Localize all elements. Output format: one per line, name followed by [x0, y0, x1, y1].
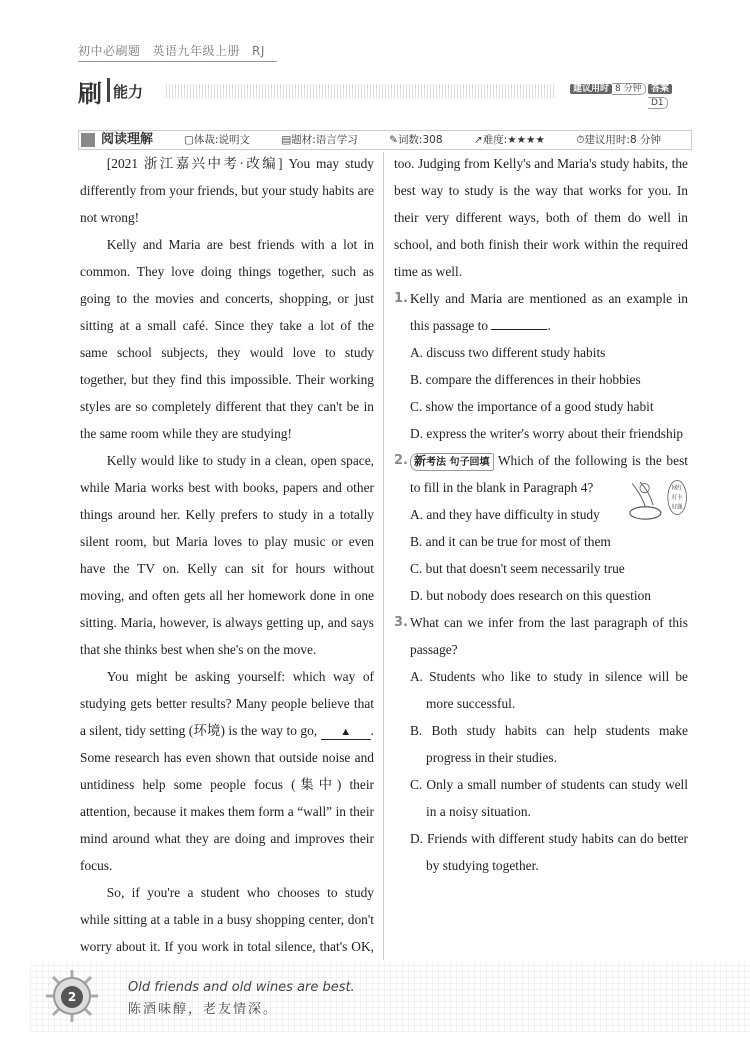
suggested-time: ⏱建议用时:8 分钟	[576, 134, 661, 146]
option-b: B. and it can be true for most of them	[410, 534, 611, 549]
svg-text:打卡: 打卡	[671, 495, 683, 501]
option-c: C. but that doesn't seem necessarily true	[410, 561, 625, 576]
word-count: ✎词数:308	[389, 134, 443, 146]
word-count-text: 词数:308	[397, 134, 443, 146]
answer-value: D1	[648, 97, 668, 109]
answer-blank: ▲	[321, 725, 371, 740]
option-a: A. and they have difficulty in study	[410, 507, 600, 522]
option-c: C. show the importance of a good study habit	[410, 399, 654, 414]
difficulty: ↗难度:★★★★	[473, 134, 545, 146]
question-stem: Kelly and Maria are mentioned as an example in this passage to	[410, 291, 688, 333]
book-title: 英语九年级上册	[152, 44, 241, 58]
divider	[107, 78, 110, 102]
option-d: D. but nobody does research on this question	[410, 588, 651, 603]
question-number: 3.	[394, 615, 408, 630]
tag-new: 新	[414, 454, 427, 468]
p4-start: You might be asking yourself: which way of studying gets better results? Many people believe that a silent, tidy setting (环境) is the way to go,	[80, 669, 374, 738]
difficulty-text: 难度:★★★★	[482, 134, 545, 146]
book-series	[78, 42, 277, 62]
paragraph-5: So, if you're a student who chooses to study while sitting at a table in a busy shopping center, don't worry about it. If you work in total silence, that's OK, too. Judging from Kelly's and Maria's study habits, the best way to study is the way that works for you. In their very different ways, both of them do well in school, and both finish their work within the required time as well.	[80, 156, 688, 954]
option-b: B. compare the differences in their hobbies	[410, 372, 641, 387]
time-badge	[570, 82, 646, 96]
decorative-stripes	[166, 84, 556, 98]
answer-blank	[491, 329, 547, 330]
question-3	[394, 609, 688, 879]
option-a: A. Students who like to study in silence will be more successful.	[410, 669, 688, 711]
time-label: 建议用时	[570, 84, 612, 94]
answer-label: 答案	[648, 84, 672, 94]
option-d: D. express the writer's worry about their friendship	[410, 426, 684, 441]
reading-title: 阅读理解	[101, 132, 154, 147]
answer-badge	[648, 82, 690, 108]
square-icon	[81, 133, 95, 147]
new-method-tag	[410, 453, 494, 471]
time-text: 建议用时:8 分钟	[584, 134, 661, 146]
page-footer	[30, 962, 750, 1032]
motto-english: Old friends and old wines are best.	[128, 980, 355, 995]
paragraph-4	[80, 663, 374, 879]
section-char: 刷	[78, 80, 102, 108]
svg-text:好题: 好题	[671, 504, 683, 511]
paragraph-1: [2021 浙江嘉兴中考·改编] You may study differently from your friends, but your study habits are not wrong!	[80, 156, 374, 225]
section-header	[78, 74, 690, 108]
page-number: 2	[61, 986, 83, 1008]
paragraph-3: Kelly would like to study in a clean, open space, while Maria works best with books, papers and other things around her. Kelly prefers to study in a totally silent room, but Maria loves to play music or even have the TV on. Kelly can sit for hours without moving, and often gets all her homework done in one sitting. Maria, however, is always getting up, and says that she thinks best when she's on the move.	[80, 453, 374, 657]
question-stem: Which of the following is the best to fill in the blank in Paragraph 4?	[410, 453, 688, 495]
genre-text: 体裁:说明文	[193, 134, 250, 146]
option-a: A. discuss two different study habits	[410, 345, 606, 360]
series-name: 初中必刷题	[78, 44, 141, 58]
paragraph-2: Kelly and Maria are best friends with a lot in common. They love doing things together, such as going to the movies and concerts, shopping, or just sitting at a small café. Since they take a lot of the same school subjects, they would love to study together, but they find this impossible. Their working styles are so completely different that they can't be in the same room while they are studying!	[80, 237, 374, 441]
motto-chinese: 陈酒味醇，老友情深。	[128, 1002, 279, 1017]
section-title: 能力	[113, 83, 144, 101]
content-columns	[80, 150, 688, 960]
topic-text: 题材:语言学习	[291, 134, 358, 146]
passage-meta	[184, 131, 689, 149]
reading-section-bar	[78, 130, 692, 150]
option-d: D. Friends with different study habits can do better by studying together.	[410, 831, 688, 873]
question-number: 2.	[394, 453, 408, 468]
edition: RJ	[252, 44, 265, 58]
p4-end: . Some research has even shown that outside noise and untidiness help some people focus (集中) their attention, because it makes them form a “wall” in their mind around what they are doing and improves their focus.	[80, 723, 374, 873]
genre: ▢体裁:说明文	[184, 134, 250, 146]
svg-text:网红: 网红	[671, 485, 683, 492]
tag-type: 句子回填	[449, 457, 490, 468]
tag-method: 考法	[426, 457, 447, 468]
option-b: B. Both study habits can help students make progress in their studies.	[410, 723, 688, 765]
question-stem: What can we infer from the last paragraph of this passage?	[410, 615, 688, 657]
stem-end: .	[547, 318, 551, 333]
option-c: C. Only a small number of students can study well in a noisy situation.	[410, 777, 688, 819]
cartoon-illustration	[626, 474, 688, 524]
question-1	[394, 285, 688, 447]
question-2	[394, 447, 688, 609]
time-value: 8 分钟	[612, 83, 646, 95]
topic: ▤题材:语言学习	[281, 134, 358, 146]
question-number: 1.	[394, 291, 408, 306]
